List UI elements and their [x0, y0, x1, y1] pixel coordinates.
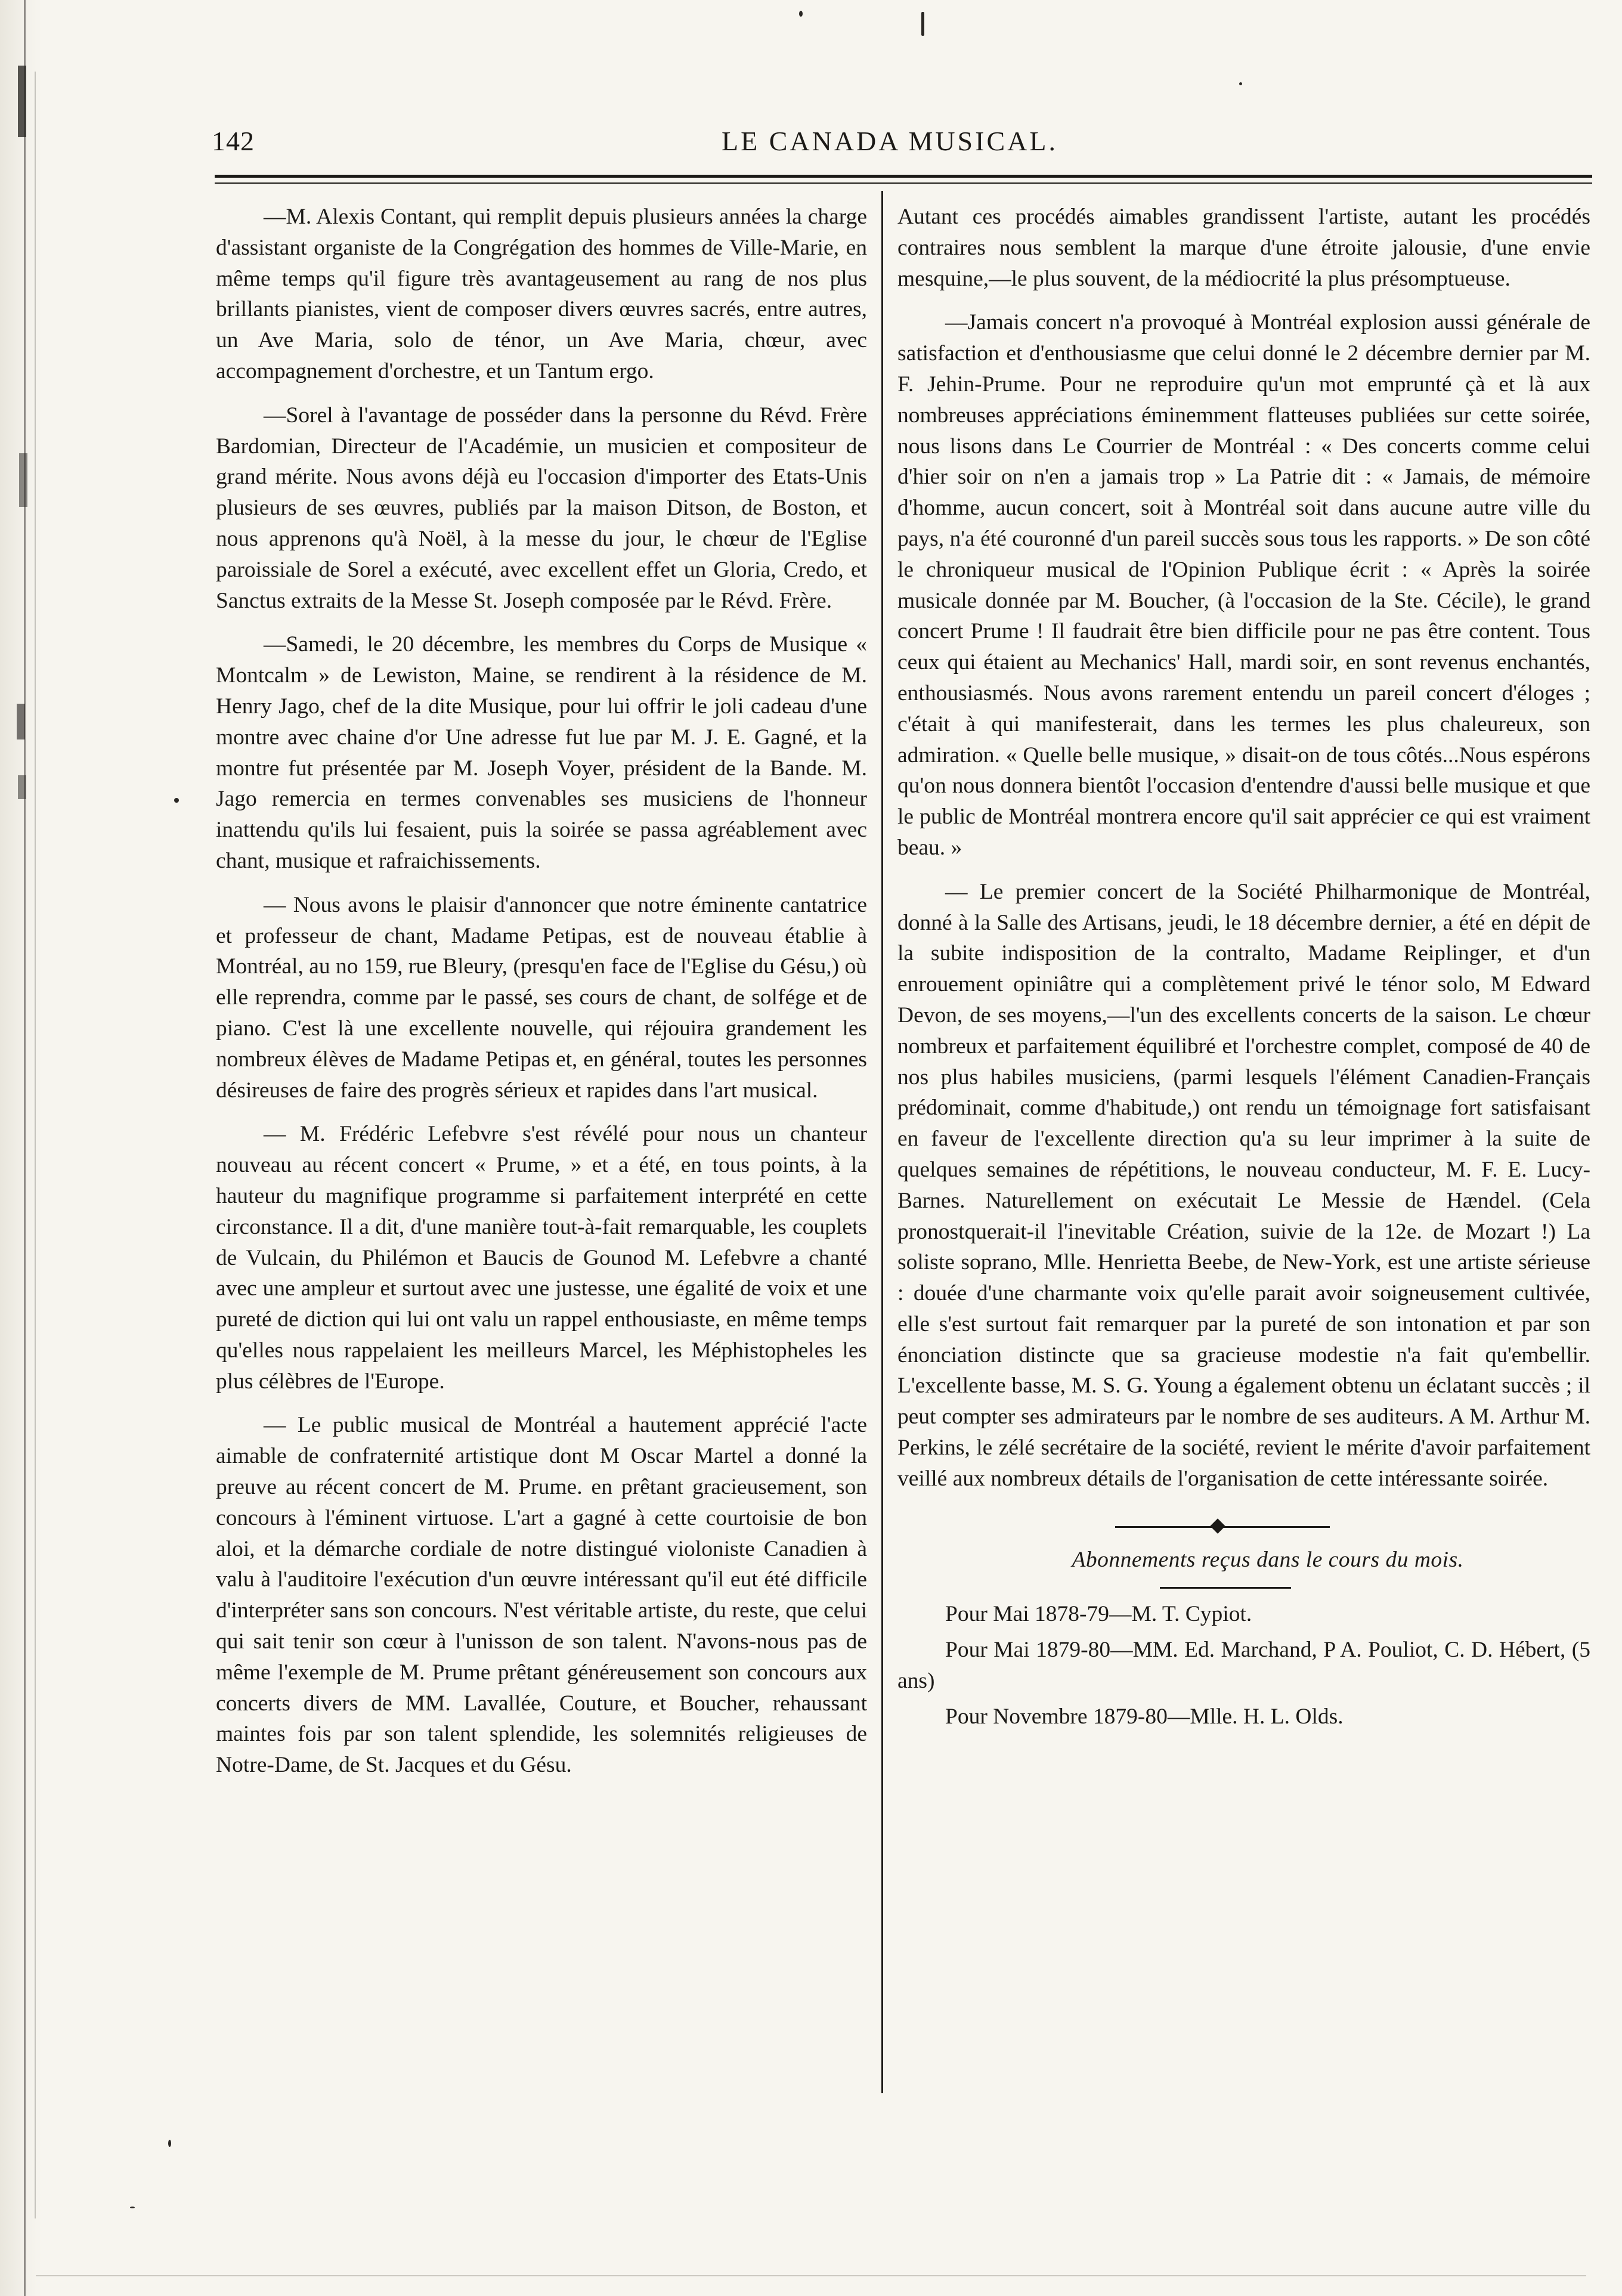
article-paragraph: — Le premier concert de la Société Philharmonique de Montréal, donné à la Salle des Artisans, jeudi, le 18 décembre dernier, a été en dépit de la subite indisposition de la contralto, Madame Reiplinger, et d'un enrouement opiniâtre qui a complètement privé le ténor solo, M Edward Devon, de ses moyens,—l'un des excellents concerts de la saison. Le chœur nombreux et parfaitement équilibré et l'orchestre complet, composé de 40 de nos plus habiles musiciens, (parmi lesquels l'élément Canadien-Français prédominait, comme d'habitude,) ont rendu un témoignage fort satisfaisant en faveur de l'excellente direction qu'a su leur imprimer à la suite de quelques semaines de répétitions, le nouveau conducteur, M. F. E. Lucy-Barnes. Naturellement on exécutait Le Messie de Hændel. (Cela pronostquerait-il l'inevitable Création, suivie de la 12e. de Mozart !) La soliste soprano, Mlle. Henrietta Beebe, de New-York, est une artiste sérieuse : douée d'une charmante voix qu'elle parait avoir soigneusement cultivée, elle s'est surtout fait remarquer par la pureté de son intonation et par son énonciation distincte que sa gracieuse modestie n'a fait qu'embellir. L'excellente basse, M. S. G. Young a également obtenu un éclatant succès ; il peut compter ses admirateurs par le nombre de ses auditeurs. A M. Arthur M. Perkins, le zélé secrétaire de la société, revient le mérite d'avoir parfaitement veillé aux nombreux détails de l'organisation de cette intéressante soirée. — [897, 879, 1590, 1491]
scan-artifact — [18, 775, 26, 799]
scan-speck — [174, 798, 179, 803]
header-rule — [215, 182, 1592, 184]
subscription-entry: Pour Mai 1879-80—MM. Ed. Marchand, P A. Pouliot, C. D. Hébert, (5 ans) — [897, 1638, 1590, 1694]
right-column — [897, 202, 1590, 1732]
left-column — [216, 202, 867, 1781]
article-paragraph: —Jamais concert n'a provoqué à Montréal explosion aussi générale de satisfaction et d'enthousiasme que celui donné le 2 décembre dernier par M. F. Jehin-Prume. Pour ne reproduire qu'un mot emprunté çà et là aux nombreuses appréciations éminemment flatteuses publiées sur cette soirée, nous lisons dans Le Courrier de Montréal : « Des concerts comme celui d'hier soir on n'en a jamais trop » La Patrie dit : « Jamais, de mémoire d'homme, aucun concert, soit à Montréal soit dans aucune autre ville du pays, n'a été couronné d'un pareil succès sous tous les rapports. » De son côté le chroniqueur musical de l'Opinion Publique écrit : « Après la soirée musicale donnée par M. Boucher, (à l'occasion de la Ste. Cécile), le grand concert Prume ! Il faudrait être bien difficile pour ne pas être content. Tous ceux qui étaient au Mechanics' Hall, mardi soir, en sont revenus enchantés, enthousiasmés. Nous avons rarement entendu un pareil concert d'éloges ; c'était à qui manifesterait, dans les termes les plus chaleureux, son admiration. « Quelle belle musique, » disait-on de tous côtés...Nous espérons qu'on nous donnera bientôt l'occasion d'entendre d'aussi belle musique et que le public de Montréal montrera encore qu'il sait apprécier ce qui est vraiment beau. » — [897, 310, 1590, 860]
subscriptions-heading: Abonnements reçus dans le cours du mois. — [1072, 1547, 1464, 1572]
scan-edge-line — [36, 2275, 1586, 2276]
page-number: 142 — [212, 126, 255, 156]
article-paragraph: — Le public musical de Montréal a hautement apprécié l'acte aimable de confraternité artistique dont M Oscar Martel a donné la preuve au récent concert de M. Prume. en prêtant gracieusement, son concours à l'éminent virtuose. L'art a gagné à cette courtoisie de bon aloi, et la démarche cordiale de notre distingué violoniste Canadien à valu à l'auditoire l'exécution d'un œuvre intéressant qu'il eut été difficile d'interpréter sans son concours. N'est véritable artiste, du reste, que celui qui sait tenir son cœur à l'unisson de son talent. N'avons-nous pas de même l'exemple de M. Prume prêtant généreusement son concours aux concerts divers de MM. Lavallée, Couture, et Boucher, rehaussant maintes fois par son talent splendide, les solemnités religieuses de Notre-Dame, de St. Jacques et du Gésu. — [216, 1413, 867, 1778]
section-ornament — [897, 1515, 1590, 1539]
binding-line — [35, 72, 36, 2218]
scan-artifact — [18, 66, 26, 137]
scan-speck — [168, 2140, 171, 2147]
subscriptions-rule — [897, 1575, 1590, 1599]
scan-artifact — [17, 704, 25, 739]
article-paragraph: — Nous avons le plaisir d'annoncer que notre éminente cantatrice et professeur de chant, Madame Petipas, est de nouveau établie à Montréal, au no 159, rue Bleury, (presqu'en face de l'Eglise du Gésu,) où elle reprendra, comme par le passé, ses cours de chant, de solfége et de piano. C'est là une excellente nouvelle, qui réjouira grandement les nombreux élèves de Madame Petipas et, en général, toutes les personnes désireuses de faire des progrès sérieux et rapides dans l'art musical. — [216, 892, 868, 1103]
article-paragraph: —M. Alexis Contant, qui remplit depuis plusieurs années la charge d'assistant organiste de la Congrégation des hommes de Ville-Marie, en même temps qu'il figure très avantageusement au rang de nos plus brillants pianistes, vient de composer divers œuvres sacrés, entre autres, un Ave Maria, solo de ténor, un Ave Maria, chœur, avec accompagnement d'orchestre, et un Tantum ergo. — [216, 205, 867, 383]
page-header — [212, 125, 1595, 161]
article-paragraph: Autant ces procédés aimables grandissent l'artiste, autant les procédés contraires nous semblent la marque d'une étroite jalousie, d'une envie mesquine,—le plus souvent, de la médiocrité la plus présomptueuse. — [897, 205, 1590, 291]
article-paragraph: —Samedi, le 20 décembre, les membres du Corps de Musique « Montcalm » de Lewiston, Maine, se rendirent à la résidence de M. Henry Jago, chef de la dite Musique, pour lui offrir le joli cadeau d'une montre avec chaine d'or Une adresse fut lue par M. J. E. Gagné, et la montre fut présentée par M. Joseph Voyer, président de la Bande. M. Jago remercia en termes convenables ses musiciens de l'honneur inattendu qu'ils lui fesaient, puis la soirée se passa agréablement avec chant, musique et rafraichissements. — [216, 632, 867, 873]
scan-speck — [799, 11, 803, 17]
scan-speck — [130, 2207, 135, 2208]
column-rule — [881, 191, 883, 2093]
subscription-entry: Pour Mai 1878-79—M. T. Cypiot. — [945, 1602, 1252, 1627]
scan-speck — [1239, 82, 1242, 85]
running-title: LE CANADA MUSICAL. — [722, 126, 1058, 156]
binding-line — [24, 0, 26, 2296]
subscription-entry: Pour Novembre 1879-80—Mlle. H. L. Olds. — [945, 1704, 1344, 1729]
article-paragraph: — M. Frédéric Lefebvre s'est révélé pour nous un chanteur nouveau au récent concert « Prume, » et a été, en tous points, à la hauteur du magnifique programme si parfaitement interprété en cette circonstance. Il a dit, d'une manière tout-à-fait remarquable, les couplets de Vulcain, du Philémon et Baucis de Gounod M. Lefebvre a chanté avec une ampleur et surtout avec une justesse, une égalité de voix et une pureté de diction qui lui ont valu un rappel enthousiaste, en même temps qu'elles nous rappelaient les meilleurs Marcel, les Méphistopheles les plus célèbres de l'Europe. — [216, 1122, 867, 1394]
scan-artifact — [19, 453, 27, 507]
header-rule — [215, 175, 1592, 178]
scan-speck — [921, 12, 924, 36]
article-paragraph: —Sorel à l'avantage de posséder dans la personne du Révd. Frère Bardomian, Directeur de l'Académie, un musicien et compositeur de grand mérite. Nous avons déjà eu l'occasion d'importer des Etats-Unis plusieurs de ses œuvres, publiés par la maison Ditson, de Boston, et nous apprenons qu'à Noël, à la messe du jour, le chœur de l'Eglise paroissiale de Sorel a exécuté, avec excellent effet un Gloria, Credo, et Sanctus extraits de la Messe St. Joseph composée par le Révd. Frère. — [216, 403, 867, 613]
ornament-diamond — [1210, 1518, 1225, 1533]
